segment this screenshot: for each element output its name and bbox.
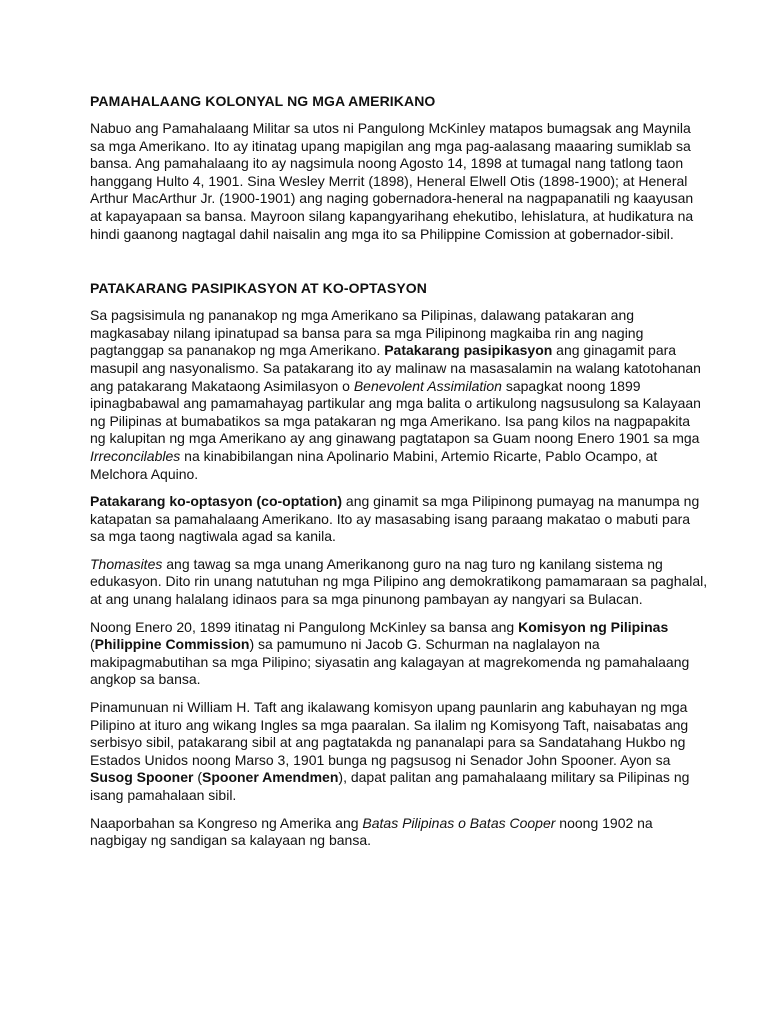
- section-gap: [90, 253, 708, 279]
- text-run: (: [90, 636, 95, 653]
- section-title-pasipikasyon: PATAKARANG PASIPIKASYON AT KO-OPTASYON: [90, 280, 427, 297]
- text-run: na kinabibilangan nina Apolinario Mabini, Artemio Ricarte, Pablo Ocampo, at Melchora Aquino.: [90, 447, 658, 482]
- italic-term: Thomasites: [90, 555, 163, 572]
- text-run: noong 1902 na nagbigay ng sandigan sa kalayaan ng bansa.: [90, 814, 653, 849]
- text-run: ang ginagamit para masupil ang nasyonalismo. Sa patakarang ito ay malinaw na masasalamin na walang katotohanan ang patakarang Makataong Asimilasyon o: [90, 342, 701, 394]
- text-run: Naaporbahan sa Kongreso ng Amerika ang: [90, 814, 363, 831]
- italic-term: Irreconcilables: [90, 447, 181, 464]
- text-run: (: [193, 769, 203, 786]
- bold-term: Patakarang pasipikasyon: [384, 342, 553, 359]
- text-run: Pinamunuan ni William H. Taft ang ikalawang komisyon upang paunlarin ang kabuhayan ng mga Pilipino at ituro ang wikang Ingles sa mga paaralan. Sa ilalim ng Komisyong Taft, naisabatas ang serbisyo sibil, patakarang sibil at ang pagtatakda ng pananalapi para sa Sandatahang Hukbo ng Estados Unidos noong Marso 3, 1901 bunga ng pagsusog ni Senador John Spooner. Ayon sa: [90, 699, 689, 768]
- text-run: ang ginamit sa mga Pilipinong pumayag na manumpa ng katapatan sa pamahalaang Amerikano. Ito ay masasabing isang paraang makatao o mabuti para sa mga taong nagtiwala agad sa kanila.: [90, 493, 700, 545]
- bold-term: Spooner Amendmen: [202, 769, 339, 786]
- paragraph-taft: [90, 699, 708, 805]
- text-run: Sa pagsisimula ng pananakop ng mga Amerikano sa Pilipinas, dalawang patakaran ang magkasabay nilang ipinatupad sa bansa para sa mga Pilipinong magkaiba rin ang naging pagtanggap sa pananakop ng mga Amerikano.: [90, 307, 644, 359]
- text-run: Noong Enero 20, 1899 itinatag ni Pangulong McKinley sa bansa ang: [90, 618, 519, 635]
- paragraph-komisyon: [90, 619, 708, 689]
- section-title-kolonyal: PAMAHALAANG KOLONYAL NG MGA AMERIKANO: [90, 93, 436, 109]
- paragraph-batas-cooper: [90, 815, 708, 850]
- bold-term: Komisyon ng Pilipinas: [518, 618, 669, 635]
- bold-term: Susog Spooner: [90, 769, 194, 786]
- italic-term: Batas Pilipinas o Batas Cooper: [362, 814, 556, 831]
- text-run: ang tawag sa mga unang Amerikanong guro na nag turo ng kanilang sistema ng edukasyon. Dito rin unang natutuhan ng mga Pilipino ang demokratikong pamamaraan sa paghalal, at ang unang halalang idinaos para sa mga pinunong pambayan ay nangyari sa Bulacan.: [90, 555, 708, 608]
- paragraph-pamahalaang-militar: Nabuo ang Pamahalaang Militar sa utos ni Pangulong McKinley matapos bumagsak ang Maynila sa mga Amerikano. Ito ay itinatag upang mapigilan ang mga pag-aalasang maaaring sumiklab sa bansa. Ang pamahalaang ito ay nagsimula noong Agosto 14, 1898 at tumagal nang tatlong taon hanggang Hulto 4, 1901. Sina Wesley Merrit (1898), Heneral Elwell Otis (1898-1900); at Heneral Arthur MacArthur Jr. (1900-1901) ang naging gobernadora-heneral na nagpapanatili ng kaayusan at kapayapaan sa bansa. Mayroon silang kapangyarihang ehekutibo, lehislatura, at hudikatura na hindi gaanong nagtagal dahil naisalin ang mga ito sa Philippine Comission at gobernador-sibil.: [90, 120, 694, 242]
- bold-term: Philippine Commission: [94, 636, 250, 653]
- paragraph-ko-optasyon: [90, 493, 708, 546]
- paragraph-thomasites: [90, 556, 708, 609]
- paragraph-pasipikasyon: [90, 307, 708, 483]
- bold-term: Patakarang ko-optasyon (co-optation): [90, 493, 343, 510]
- text-run: ) sa pamumuno ni Jacob G. Schurman na naglalayon na makipagmabutihan sa mga Pilipino; siyasatin ang kalagayan at magrekomenda ng pamahalaang angkop sa bansa.: [90, 636, 690, 688]
- italic-term: Benevolent Assimilation: [353, 377, 502, 394]
- text-run: ), dapat palitan ang pamahalaang military sa Pilipinas ng isang pamahalaan sibil.: [90, 769, 690, 803]
- text-run: sapagkat noong 1899 ipinagbabawal ang pamamahayag partikular ang mga balita o artikulong nagsusulong sa Kalayaan ng Pilipinas at bumabatikos sa mga patakaran ng mga Amerikano. Isa pang kilos na nagpapakita ng kalupitan ng mga Amerikano ay ang ginawang pagtatapon sa Guam noong Enero 1901 sa mga: [90, 377, 701, 447]
